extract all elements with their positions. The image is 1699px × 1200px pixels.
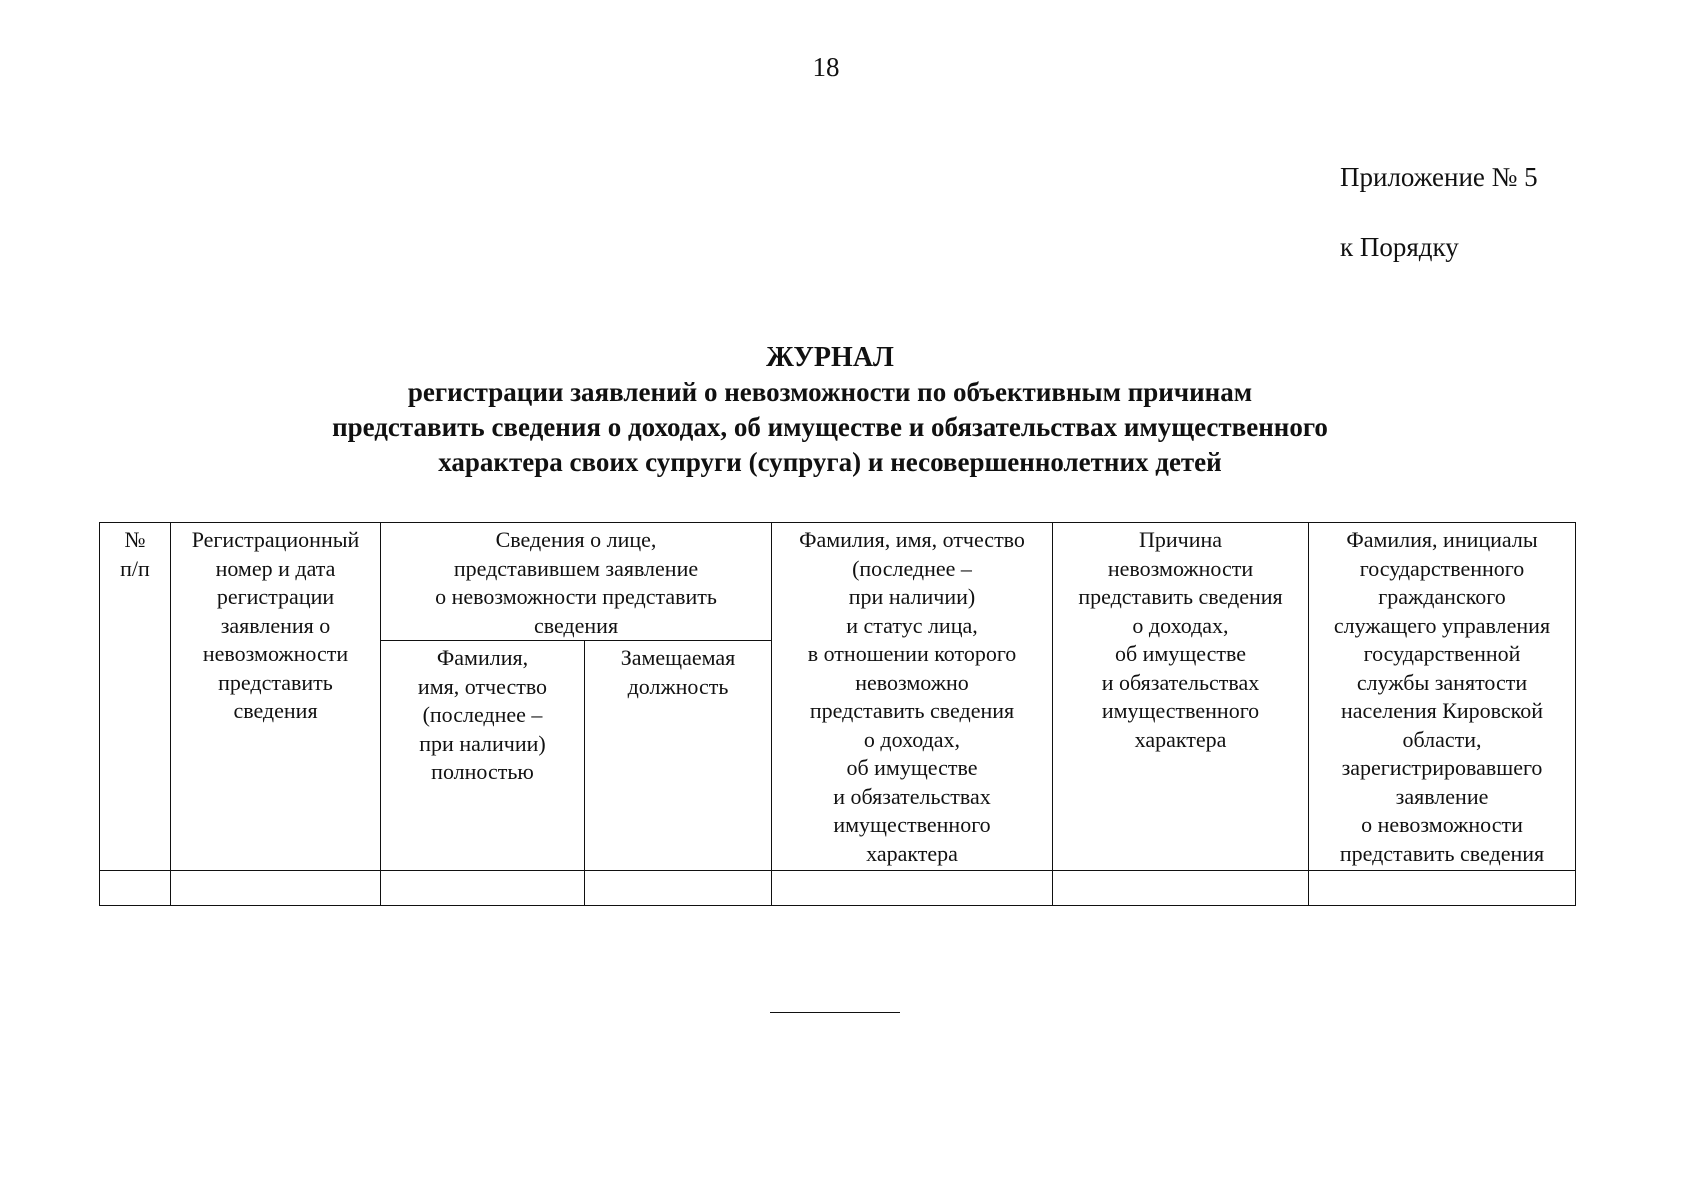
document-title — [0, 340, 1660, 480]
journal-table — [99, 522, 1576, 906]
table-cell — [772, 871, 1053, 906]
title-line-3: характера своих супруги (супруга) и несовершеннолетних детей — [438, 447, 1222, 477]
table-header-row — [100, 523, 1576, 641]
appendix-label: Приложение № 5 — [1340, 162, 1538, 192]
header-registrar: Фамилия, инициалы государственного гражданского служащего управления государственной службы занятости населения Кировской области, зарегистрировавшего заявление о невозможности представить сведения — [1309, 523, 1576, 871]
header-registration: Регистрационный номер и дата регистрации заявления о невозможности представить сведения — [171, 523, 381, 871]
table-cell — [100, 871, 171, 906]
header-person-position: Замещаемая должность — [585, 641, 772, 871]
page-number: 18 — [812, 52, 840, 82]
table-cell — [1309, 871, 1576, 906]
table-cell — [381, 871, 585, 906]
table-row — [100, 871, 1576, 906]
table-cell — [585, 871, 772, 906]
closing-rule — [770, 1012, 900, 1013]
header-reason: Причина невозможности представить сведения о доходах, об имуществе и обязательствах имущественного характера — [1053, 523, 1309, 871]
appendix-reference: к Порядку — [1340, 232, 1459, 262]
table-cell — [1053, 871, 1309, 906]
table-cell — [171, 871, 381, 906]
header-subject: Фамилия, имя, отчество (последнее – при наличии) и статус лица, в отношении которого невозможно представить сведения о доходах, об имуществе и обязательствах имущественного характера — [772, 523, 1053, 871]
header-person-name: Фамилия, имя, отчество (последнее – при наличии) полностью — [381, 641, 585, 871]
title-main: ЖУРНАЛ — [766, 342, 894, 373]
header-number: № п/п — [100, 523, 171, 871]
header-person-group: Сведения о лице, представившем заявление о невозможности представить сведения — [381, 523, 772, 641]
title-line-2: представить сведения о доходах, об имуществе и обязательствах имущественного — [332, 412, 1328, 442]
title-line-1: регистрации заявлений о невозможности по объективным причинам — [407, 377, 1253, 407]
